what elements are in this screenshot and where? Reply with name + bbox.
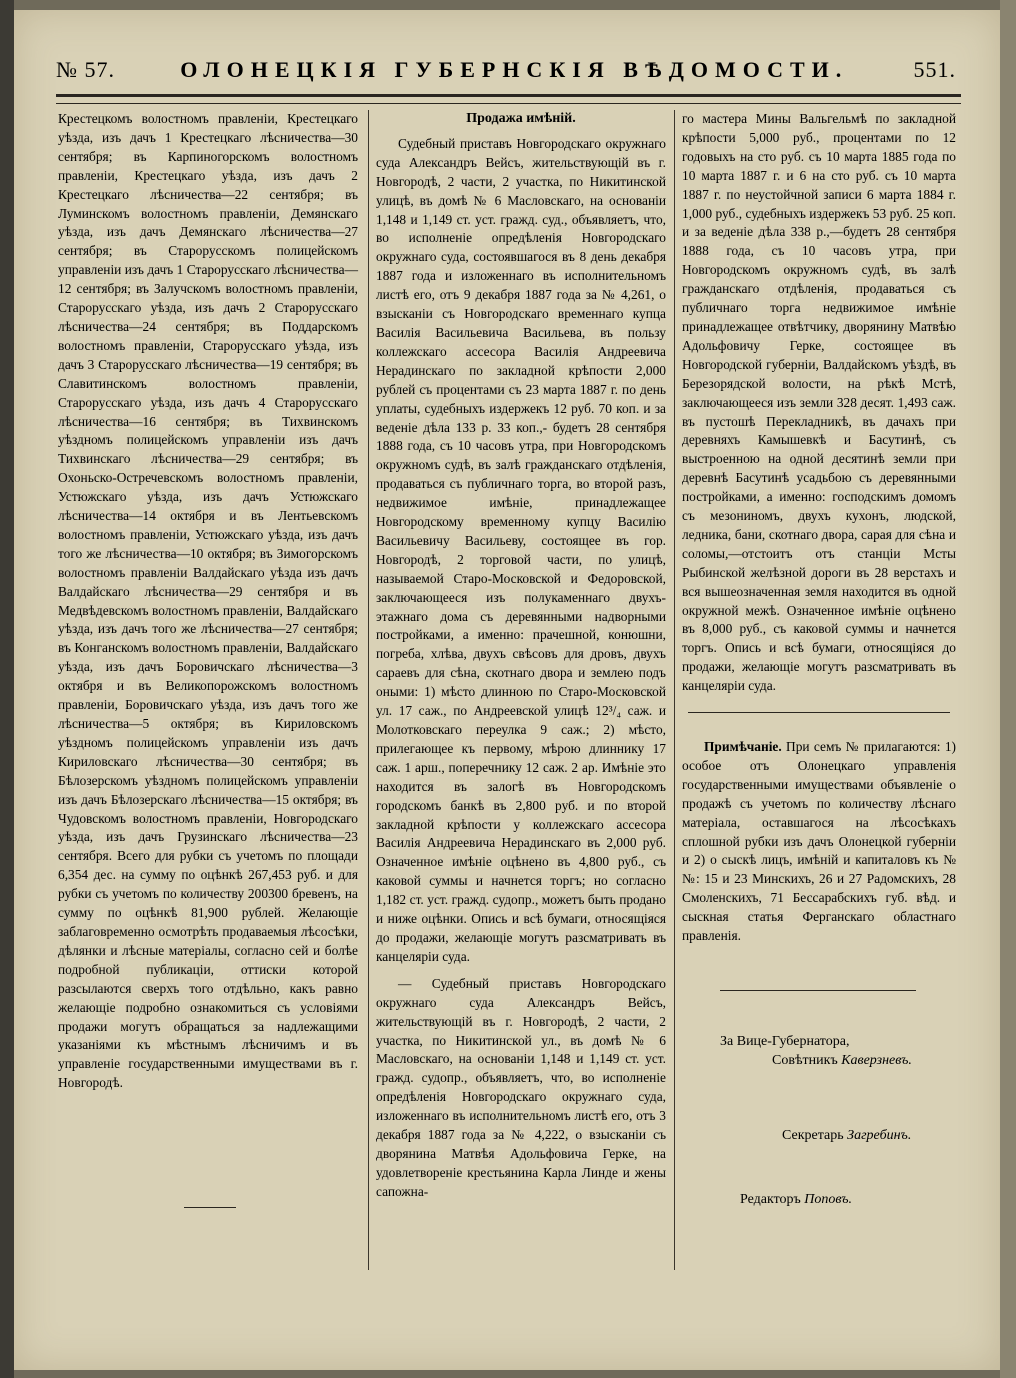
column-1-text: Крестецкомъ волостномъ правленіи, Крестецкаго уѣзда, изъ дачъ 1 Крестецкаго лѣсничества—30 сентября; въ Карпиногорскомъ волостномъ правленіи, Крестецкаго уѣзда, изъ дачъ 2 Крестецкаго лѣсничества—22 сентября; въ Луминскомъ волостномъ правленіи, Демянскаго уѣзда, изъ дачъ Демянскаго лѣсничества—27 сентября; въ Старорусскомъ полицейскомъ управленіи изъ дачъ 1 Старорусскаго лѣсничества—12 сентября; въ Залучскомъ волостномъ правленіи, Старорусскаго уѣзда, изъ дачъ 2 Старорусскаго лѣсничества—24 сентября; въ Поддарскомъ волостномъ правленіи, Старорусскаго уѣзда, изъ дачъ 3 Старорусскаго лѣсничества—19 сентября; въ Славитинскомъ волостномъ правленіи, Старорусскаго уѣзда, изъ дачъ 4 Старорусскаго лѣсничества—16 сентября; въ Тихвинскомъ уѣздномъ полицейскомъ управленіи изъ дачъ Тихвинскаго лѣсничества—29 сентября; въ Охоньско-Остречевскомъ волостномъ правленіи, Устюжскаго уѣзда, изъ дачъ Устюжскаго лѣсничества—14 октября и въ Лентьевскомъ волостномъ правленіи, Устюжскаго уѣзда, изъ дачъ того же лѣсничества—10 октября; въ Зимогорскомъ волостномъ правленіи Валдайскаго уѣзда изъ дачъ Валдайскаго лѣсничества—29 сентября и въ Медвѣдевскомъ волостномъ правленіи, Валдайскаго уѣзда, изъ дачъ того же лѣсничества—27 сентября; въ Конганскомъ волостномъ правленіи, Валдайскаго уѣзда, изъ дачъ Боровичскаго лѣсничества—3 октября и въ Великопорожскомъ волостномъ правленіи, Боровичскаго уѣзда, изъ дачъ того же лѣсничества—5 октября; въ Кириловскомъ уѣздномъ полицейскомъ управленіи изъ дачъ Кириловскаго лѣсничества—30 сентября; въ Бѣлозерскомъ уѣздномъ полицейскомъ управленіи изъ дачъ Бѣлозерскаго лѣсничества—15 октября; въ Чудовскомъ волостномъ правленіи, Новгородскаго уѣзда, изъ дачъ Грузинскаго лѣсничества—23 сентября. Всего для рубки съ учетомъ по площади 6,354 дес. на сумму по оцѣнкѣ 267,453 руб. и для рубки съ учетомъ по количеству 200300 бревенъ, на сумму по оцѣнкѣ 81,900 рублей. Желающіе заблаговременно осмотрѣть продаваемыя лѣсосѣки, дѣлянки и лѣсные матеріалы, согласно сей и болѣе подробной публикаціи, оттиски которой разсылаются сверхъ того отдѣльно, какъ равно желающіе подробно ознакомиться съ условіями продажи могутъ обращаться за надлежащими указаніями къ мѣстнымъ лѣсничимъ и въ управленіе государственными имуществами въ г. Новгородѣ. — [58, 111, 358, 1091]
signature-vice-governor — [720, 1034, 912, 1069]
signature-name: Каверзневъ. — [841, 1053, 912, 1068]
page-edge-right — [1000, 0, 1016, 1378]
header-rule — [56, 94, 961, 104]
signature-editor — [740, 1192, 852, 1208]
column-3-paragraph-1: го мастера Мины Вальгельмѣ по закладной крѣпости 5,000 руб., процентами по 12 годовыхъ на сто руб. съ 10 марта 1885 года по 10 марта 1887 г. и 6 на сто руб. съ 10 марта 1887 г. по неустойчной записи 6 марта 1884 г. 1,000 руб., судебныхъ издержекъ 53 руб. 25 коп. и за веденіе дѣла 338 р.,—будетъ 28 сентября 1888 года, съ 10 часовъ утра, при Новгородскомъ окружномъ судѣ, въ залѣ гражданскаго отдѣленія, продаваться съ публичнаго торга недвижимое имѣніе принадлежащее отвѣтчику, дворянину Матвѣю Адольфовичу Герке, состоящее въ Новгородской губерніи, Валдайскомъ уѣздѣ, въ Березорядской волости, на рѣкѣ Мстѣ, заключающееся изъ земли 328 десят. 1,493 саж. въ пустошѣ Перекладникѣ, въ дачахъ при деревняхъ Камышевкѣ и Басутинѣ, съ выстроенною на одной десятинѣ земли при деревнѣ Басутинѣ усадьбою съ деревянными постройками, а именно: господскимъ домомъ съ мезониномъ, двухъ кухонъ, людской, ледника, бани, скотнаго двора, сарая для сѣна и соломы,—отстоитъ отъ станціи Мсты Рыбинской желѣзной дороги въ 28 верстахъ и вся вышеозначенная земля находится въ одной окружной межѣ. Означенное имѣніе оцѣнено въ 8,000 руб., съ каковой суммы и начнется торгъ. Опись и всѣ бумаги, относящіяся до продажи, желающіе могутъ разсматривать въ канцеляріи суда. — [682, 111, 956, 694]
newspaper-title: ОЛОНЕЦКІЯ ГУБЕРНСКІЯ ВѢДОМОСТИ. — [180, 57, 849, 82]
issue-number: № 57. — [56, 57, 115, 82]
page-header — [56, 50, 956, 90]
note-text: При семъ № прилагаются: 1) особое отъ Олонецкаго управленія государственными имуществами объявленіе о продажѣ съ учетомъ по количеству лѣснаго матеріала, оставшагося на лѣсосѣкахъ сплошной рубки изъ дачъ Олонецкой губерніи и 2) о сыскѣ лицъ, имѣній и капиталовъ къ №№: 15 и 23 Минскихъ, 26 и 27 Радомскихъ, 28 Смоленскихъ, 71 Бессарабскихъ губ. вѣд. и сыскная статья Ферганскаго областнаго правленія. — [682, 739, 956, 944]
column-divider-1 — [368, 110, 369, 1270]
column-divider-2 — [674, 110, 675, 1270]
column-3 — [682, 110, 956, 696]
note-label: Примѣчаніе. — [704, 739, 782, 754]
column-2-paragraph-1: Судебный приставъ Новгородскаго окружнаго суда Александръ Вейсъ, жительствующій въ г. Новгородѣ, 2 части, 2 участка, по Никитинской улицѣ, въ домѣ № 6 Масловскаго, на основаніи 1,148 и 1,149 ст. уст. гражд. суд., объявляетъ, что, во исполненіе опредѣленія Новгородскаго окружнаго суда, состоявшагося въ 8 день декабря 1887 года и изложеннаго въ исполнительномъ листѣ его, отъ 9 декабря 1887 года за № 4,261, о взысканіи съ Новгородскаго временнаго купца Василія Васильевича Васильева, въ пользу коллежскаго ассесора Василія Андреевича Нерадинскаго по закладной крѣпости 2,000 рублей съ процентами съ 23 марта 1887 г. по день уплаты, судебныхъ издержекъ 12 руб. 70 коп. и за веденіе дѣла 133 р. 33 коп.,- будетъ 28 сентября 1888 года, съ 10 часовъ утра, при Новгородскомъ окружномъ судѣ, въ залѣ гражданскаго отдѣленія, продаваться съ публичнаго торга, во второй разъ, недвижимое имѣніе, принадлежащее Новгородскому временному купцу Василію Васильевичу Васильеву, состоящее въ гор. Новгородѣ, 2 торговой части, по улицѣ, называемой Старо-Московской и Федоровской, заключающееся изъ полукаменнаго двухъ-этажнаго дома съ деревянными надворными постройками, а именно: прачешной, конюшни, погреба, хлѣва, двухъ свѣсовъ для дровъ, двухъ сараевъ для сѣна, скотнаго двора и землею подъ оными: 1) мѣсто длинною по Старо-Московской ул. 17 саж., по Андреевской улицѣ 12³/₄ саж. и Молотковскаго переулка 9 саж.; 2) мѣсто, прилегающее къ первому, мѣрою длиннику 17 саж. 1 арш., поперечнику 12 саж. 2 ар. Имѣніе это находится въ залогѣ въ Новгородскомъ городскомъ банкѣ въ 2,800 руб. и по второй закладной крѣпости у коллежскаго ассесора Василія Андреевича Нерадинскаго въ 2,000 руб. Означенное имѣніе оцѣнено въ 4,800 руб., съ каковой суммы и начнется торгъ; но согласно 1,182 ст. уст. гражд. судопр., можетъ быть продано и ниже оцѣнки. Опись и всѣ бумаги, относящіяся до продажи, желающіе могутъ разсматривать въ канцеляріи суда. — [376, 135, 666, 964]
signature-position: Совѣтникъ — [772, 1053, 838, 1068]
column-1 — [58, 110, 358, 1093]
page-number: 551. — [913, 57, 956, 82]
secretary-name: Загребинъ. — [847, 1128, 912, 1143]
note-block — [682, 738, 956, 946]
section-heading: Продажа имѣній. — [466, 111, 576, 126]
note-bottom-rule — [720, 990, 916, 991]
signature-title: За Вице-Губернатора, — [720, 1034, 850, 1049]
column-2-paragraph-2: — Судебный приставъ Новгородскаго окружнаго суда Александръ Вейсъ, жительствующій въ г. Новгородѣ, 2 части, 2 участка, по Никитинской ул., въ домѣ № 6 Масловскаго, на основаніи 1,148 и 1,149 ст. уст. гражд. судопр., объявляетъ, что, во исполненіе опредѣленія Новгородскаго окружнаго суда, изложеннаго въ исполнительномъ листѣ его, отъ 3 декабря 1887 года за № 4,222, о взысканіи съ дворянина Матвѣя Адольфовича Герке, на удовлетвореніе крестьянина Карла Линде и жены сапожна- — [376, 975, 666, 1199]
column-1-end-rule — [184, 1207, 236, 1208]
column-2 — [376, 110, 666, 1202]
note-top-rule — [688, 712, 950, 713]
editor-name: Поповъ. — [804, 1192, 853, 1207]
signature-secretary — [782, 1128, 911, 1144]
editor-position: Редакторъ — [740, 1192, 801, 1207]
page-edge-left — [0, 0, 14, 1378]
secretary-position: Секретарь — [782, 1128, 844, 1143]
